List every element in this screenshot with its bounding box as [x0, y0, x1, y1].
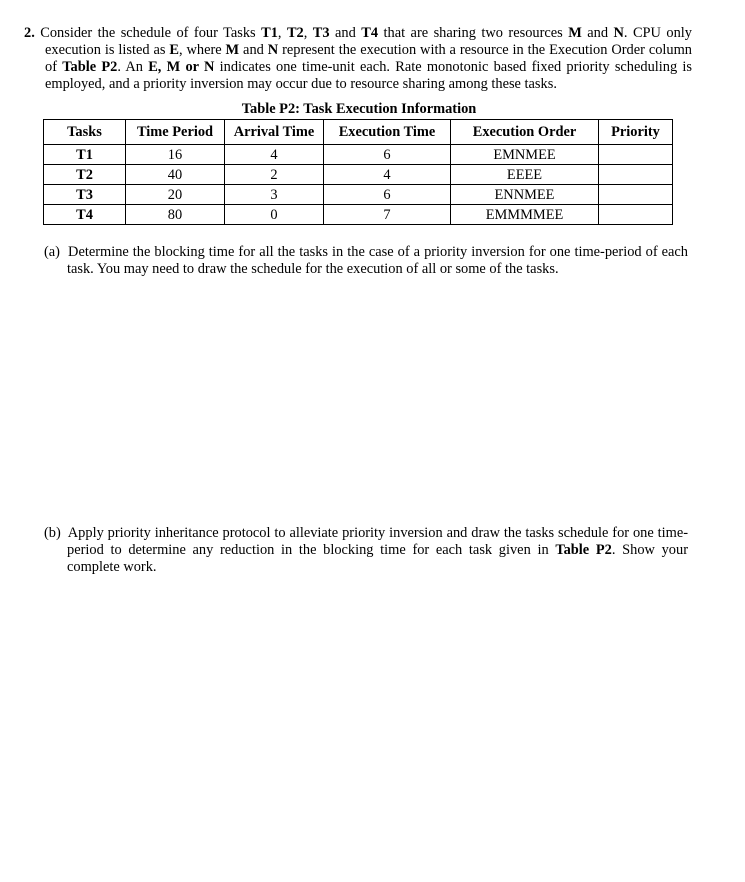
cell-arrival-time: 0: [225, 205, 324, 225]
cell-execution-order: EMNMEE: [451, 145, 599, 165]
header-tasks: Tasks: [44, 120, 126, 145]
cell-priority: [599, 165, 673, 185]
cell-arrival-time: 2: [225, 165, 324, 185]
question-number: 2.: [24, 25, 35, 41]
cell-time-period: 40: [126, 165, 225, 185]
part-b: [44, 525, 688, 576]
cell-execution-time: 6: [324, 185, 451, 205]
cell-arrival-time: 3: [225, 185, 324, 205]
part-b-text: (b) Apply priority inheritance protocol to alleviate priority inversion and draw the tasks schedule for one time-period to determine any reduction in the blocking time for each task given in Table P2. Show your complete work.: [44, 525, 688, 575]
table-caption: Table P2: Task Execution Information: [241, 101, 477, 117]
question-2: [24, 25, 692, 93]
cell-task: T2: [44, 165, 126, 185]
table-row: [44, 205, 673, 225]
cell-time-period: 16: [126, 145, 225, 165]
header-arrival-time: Arrival Time: [225, 120, 324, 145]
part-a-label: (a): [44, 244, 60, 260]
cell-task: T4: [44, 205, 126, 225]
part-a-text: (a) Determine the blocking time for all the tasks in the case of a priority inversion for one time-period of each task. You may need to draw the schedule for the execution of all or some of the tasks.: [44, 244, 688, 277]
table-header-row: [44, 120, 673, 145]
cell-time-period: 80: [126, 205, 225, 225]
cell-priority: [599, 145, 673, 165]
cell-time-period: 20: [126, 185, 225, 205]
header-execution-time: Execution Time: [324, 120, 451, 145]
cell-arrival-time: 4: [225, 145, 324, 165]
cell-execution-time: 6: [324, 145, 451, 165]
header-time-period: Time Period: [126, 120, 225, 145]
table-row: [44, 145, 673, 165]
cell-priority: [599, 185, 673, 205]
cell-execution-order: EEEE: [451, 165, 599, 185]
header-priority: Priority: [599, 120, 673, 145]
cell-execution-order: ENNMEE: [451, 185, 599, 205]
cell-task: T1: [44, 145, 126, 165]
cell-execution-order: EMMMMEE: [451, 205, 599, 225]
cell-execution-time: 7: [324, 205, 451, 225]
table-row: [44, 185, 673, 205]
question-text: 2. Consider the schedule of four Tasks T1, T2, T3 and T4 that are sharing two resources M and N. CPU only execution is listed as E, where M and N represent the execution with a resource in the Execution Order column of Table P2. An E, M or N indicates one time-unit each. Rate monotonic based fixed priority scheduling is employed, and a priority inversion may occur due to resource sharing among these tasks.: [24, 25, 692, 92]
part-b-label: (b): [44, 525, 61, 541]
task-execution-table: [43, 119, 673, 225]
table-row: [44, 165, 673, 185]
header-execution-order: Execution Order: [451, 120, 599, 145]
cell-priority: [599, 205, 673, 225]
cell-task: T3: [44, 185, 126, 205]
cell-execution-time: 4: [324, 165, 451, 185]
part-a: [44, 244, 688, 278]
